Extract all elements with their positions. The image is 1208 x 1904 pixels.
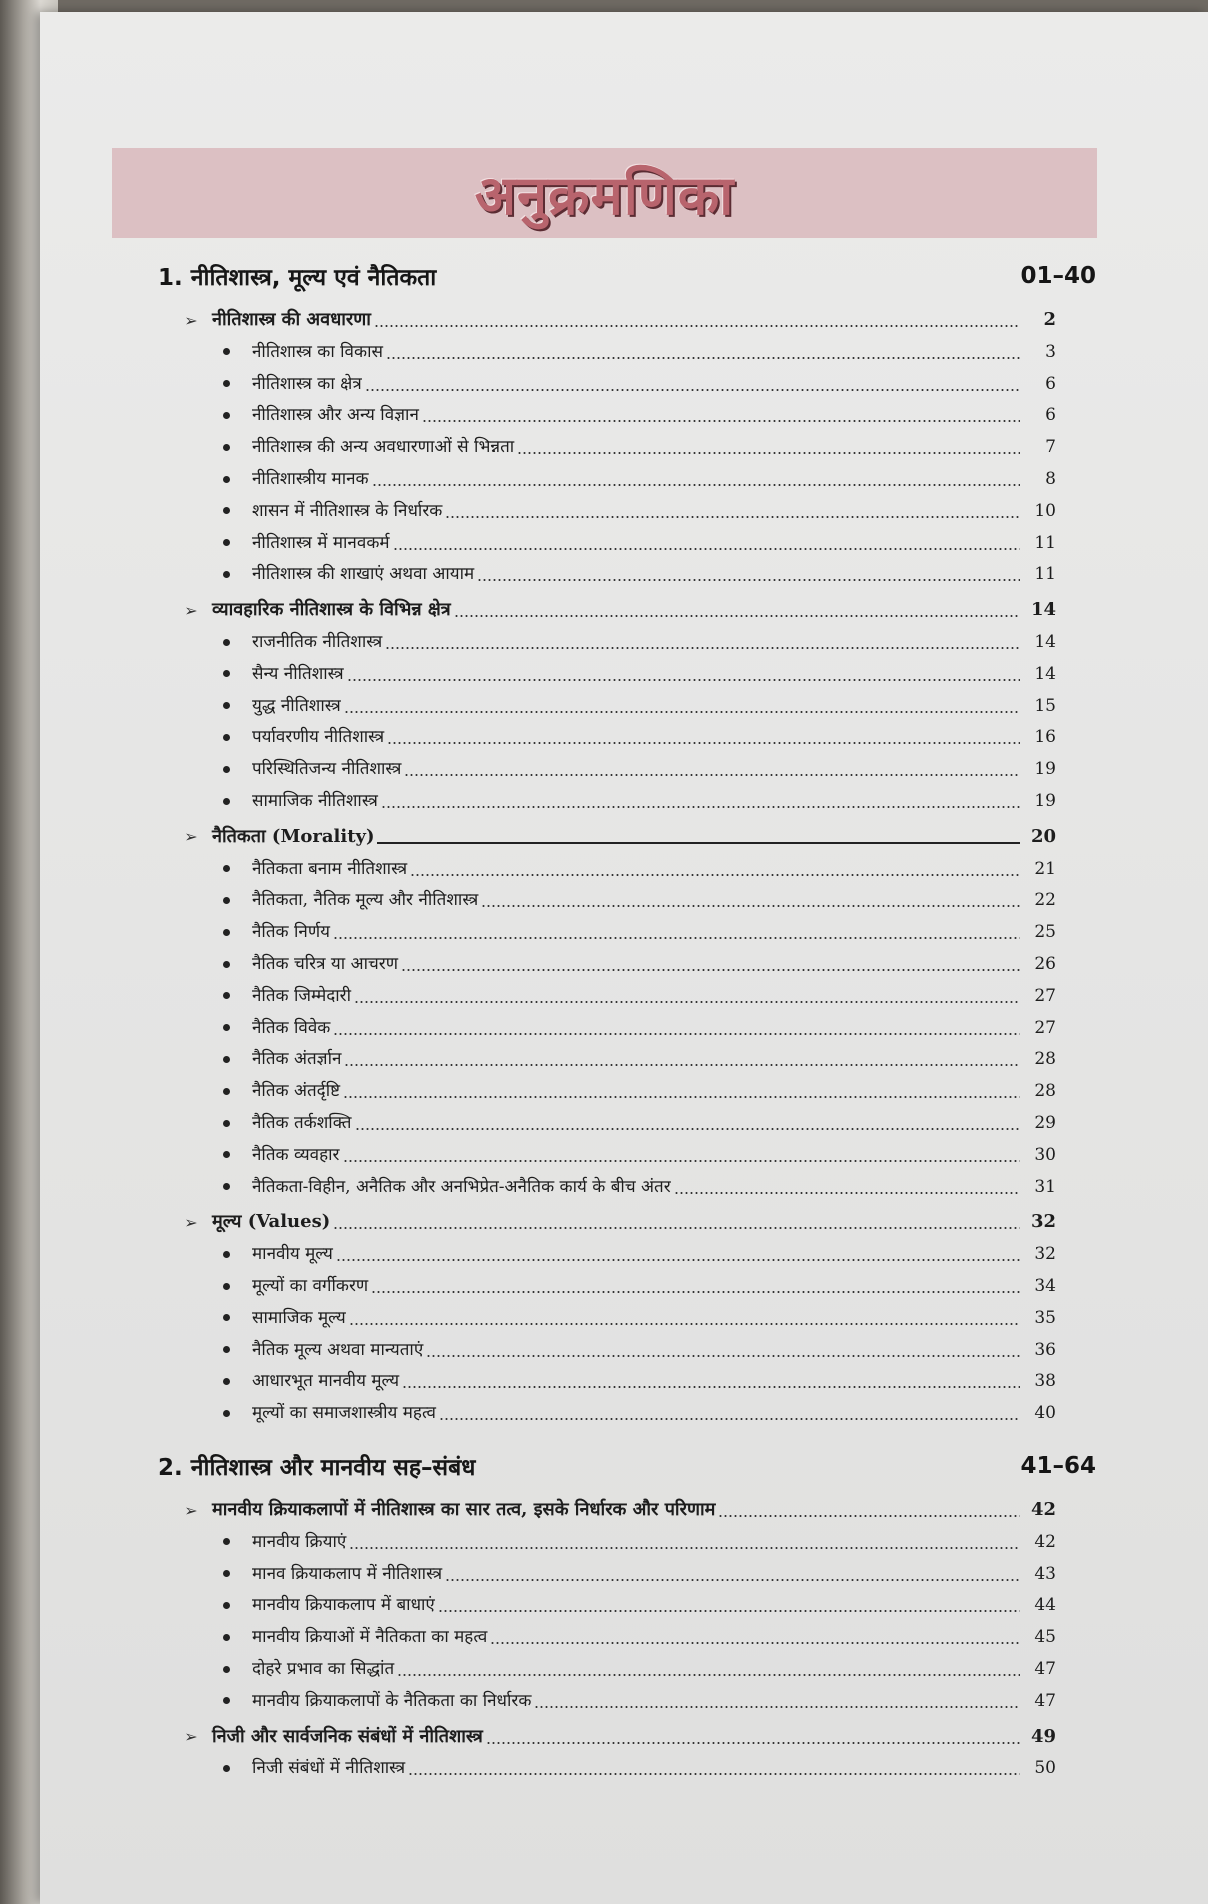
bullet-icon xyxy=(200,1306,252,1330)
bullet-icon xyxy=(200,662,252,686)
bullet-icon xyxy=(200,888,252,912)
bullet-dot xyxy=(223,1765,230,1772)
item-title: मानवीय क्रियाकलाप में बाधाएं xyxy=(252,1595,435,1616)
bullet-dot xyxy=(223,1120,230,1127)
chapter-page-range: 01–40 xyxy=(1020,263,1096,289)
bullet-dot xyxy=(223,766,230,773)
bullet-icon xyxy=(200,467,252,491)
bullet-icon xyxy=(200,1274,252,1298)
dot-leader xyxy=(333,1227,1020,1229)
toc-section-row[interactable] xyxy=(170,1723,1056,1749)
toc-item-row[interactable] xyxy=(200,1045,1056,1071)
item-title: नैतिकता बनाम नीतिशास्त्र xyxy=(252,858,408,879)
dot-leader xyxy=(354,1001,1020,1003)
dot-leader xyxy=(426,1355,1020,1357)
title-banner xyxy=(112,148,1097,238)
bullet-icon xyxy=(200,499,252,523)
page-number: 50 xyxy=(1034,1758,1056,1779)
page-number: 36 xyxy=(1034,1339,1056,1360)
bullet-dot xyxy=(223,1024,230,1031)
item-title: मूल्यों का वर्गीकरण xyxy=(252,1276,369,1296)
bullet-icon xyxy=(200,372,252,396)
bullet-dot xyxy=(223,1251,230,1258)
toc-item-row[interactable] xyxy=(200,529,1056,555)
section-title: मूल्य (Values) xyxy=(212,1211,331,1233)
bullet-dot xyxy=(223,798,230,805)
bullet-dot xyxy=(223,1538,230,1545)
item-title: नैतिक अंतर्दृष्टि xyxy=(252,1081,341,1102)
toc-section-row[interactable] xyxy=(170,1496,1056,1522)
item-title: मानवीय क्रियाएं xyxy=(252,1531,347,1552)
chapter-title: 1. नीतिशास्त्र, मूल्य एवं नैतिकता xyxy=(158,265,437,291)
bullet-icon xyxy=(200,435,252,459)
item-title: आधारभूत मानवीय मूल्य xyxy=(252,1371,400,1392)
dot-leader xyxy=(397,1674,1020,1676)
page-number: 20 xyxy=(1030,825,1056,847)
toc-item-row[interactable] xyxy=(200,723,1056,749)
dot-leader xyxy=(517,452,1020,454)
toc-item-row[interactable] xyxy=(200,1367,1056,1393)
dot-leader xyxy=(674,1192,1020,1194)
bullet-icon xyxy=(200,1689,252,1713)
bullet-icon xyxy=(200,757,252,781)
toc-section-row[interactable] xyxy=(170,823,1056,849)
bullet-dot xyxy=(223,476,230,483)
dot-leader xyxy=(336,1259,1020,1261)
dot-leader xyxy=(343,1160,1021,1162)
page-number: 8 xyxy=(1045,469,1056,489)
bullet-dot xyxy=(223,1346,230,1353)
dot-leader xyxy=(439,1418,1020,1420)
section-title: मानवीय क्रियाकलापों में नीतिशास्त्र का सार तत्व, इसके निर्धारक और परिणाम xyxy=(212,1499,716,1520)
toc-item-row[interactable] xyxy=(200,1687,1056,1713)
dot-leader xyxy=(454,615,1020,617)
page-number: 11 xyxy=(1034,532,1056,553)
toc-item-row[interactable] xyxy=(200,1336,1056,1362)
page-number: 2 xyxy=(1043,309,1056,330)
bullet-dot xyxy=(223,1410,230,1417)
toc-item-row[interactable] xyxy=(200,1623,1056,1649)
arrow-glyph: ➢ xyxy=(184,310,198,330)
toc-item-row[interactable] xyxy=(200,1528,1056,1554)
dot-leader xyxy=(349,1323,1020,1325)
dot-leader xyxy=(371,1291,1020,1293)
bullet-icon xyxy=(200,920,252,944)
item-title: नीतिशास्त्र में मानवकर्म xyxy=(252,532,390,553)
page-number: 42 xyxy=(1034,1531,1056,1552)
dot-leader xyxy=(490,1642,1020,1644)
page-number: 15 xyxy=(1034,695,1056,716)
bullet-icon xyxy=(200,1111,252,1135)
bullet-dot xyxy=(223,571,230,578)
toc-item-row[interactable] xyxy=(200,1591,1056,1617)
item-title: निजी संबंधों में नीतिशास्त्र xyxy=(252,1758,406,1779)
toc-item-row[interactable] xyxy=(200,886,1056,912)
toc-item-row[interactable] xyxy=(200,1173,1056,1199)
item-title: नीतिशास्त्रीय मानक xyxy=(252,469,369,489)
page-number: 14 xyxy=(1034,632,1056,652)
item-title: नैतिक जिम्मेदारी xyxy=(252,985,352,1006)
dot-leader xyxy=(486,1742,1020,1744)
bullet-dot xyxy=(223,734,230,741)
dot-leader xyxy=(381,806,1020,808)
bullet-icon xyxy=(200,1242,252,1266)
toc-item-row[interactable] xyxy=(200,1014,1056,1040)
dot-leader xyxy=(438,1610,1020,1612)
toc-item-row[interactable] xyxy=(200,1655,1056,1681)
toc-item-row[interactable] xyxy=(200,1272,1056,1298)
bullet-icon xyxy=(200,1625,252,1649)
item-title: नैतिक विवेक xyxy=(252,1017,331,1038)
bullet-icon xyxy=(200,531,252,555)
toc-item-row[interactable] xyxy=(200,370,1056,396)
bullet-icon xyxy=(200,1369,252,1393)
page-number: 49 xyxy=(1030,1725,1056,1747)
page-number: 27 xyxy=(1034,1017,1056,1038)
arrow-icon xyxy=(170,1725,212,1749)
dot-leader xyxy=(385,647,1020,649)
toc-item-row[interactable] xyxy=(200,338,1056,364)
arrow-glyph: ➢ xyxy=(184,827,198,847)
toc-item-row[interactable] xyxy=(200,401,1056,427)
toc-item-row[interactable] xyxy=(200,1560,1056,1586)
bullet-dot xyxy=(223,1283,230,1290)
chapter-heading xyxy=(158,1448,1096,1484)
bullet-dot xyxy=(223,1183,230,1190)
arrow-icon xyxy=(170,1210,212,1234)
section-title: नैतिकता (Morality) xyxy=(212,825,375,847)
bullet-dot xyxy=(223,348,230,355)
bullet-dot xyxy=(223,1634,230,1641)
dot-leader xyxy=(344,1064,1020,1066)
bullet-icon xyxy=(200,1047,252,1071)
bullet-dot xyxy=(223,992,230,999)
page-number: 27 xyxy=(1034,985,1056,1006)
bullet-icon xyxy=(200,1175,252,1199)
item-title: मानवीय मूल्य xyxy=(252,1244,333,1265)
page-number: 28 xyxy=(1034,1081,1056,1102)
bullet-dot xyxy=(223,539,230,546)
bullet-dot xyxy=(223,670,230,677)
dot-leader xyxy=(347,679,1020,681)
bullet-icon xyxy=(200,1338,252,1362)
item-title: सामाजिक मूल्य xyxy=(252,1307,346,1328)
item-title: नैतिक मूल्य अथवा मान्यताएं xyxy=(252,1339,424,1360)
section-title: व्यावहारिक नीतिशास्त्र के विभिन्न क्षेत्र xyxy=(212,599,451,621)
item-title: नीतिशास्त्र की अन्य अवधारणाओं से भिन्नता xyxy=(252,437,515,458)
bullet-icon xyxy=(200,857,252,881)
arrow-glyph: ➢ xyxy=(184,1727,198,1747)
bullet-icon xyxy=(200,403,252,427)
toc-item-row[interactable] xyxy=(200,1109,1056,1135)
bullet-icon xyxy=(200,952,252,976)
item-title: नीतिशास्त्र और अन्य विज्ञान xyxy=(252,405,419,426)
item-title: नैतिक निर्णय xyxy=(252,922,330,943)
book-page xyxy=(40,12,1208,1904)
page-number: 11 xyxy=(1034,564,1056,585)
toc-item-row[interactable] xyxy=(200,918,1056,944)
dot-leader xyxy=(481,905,1020,907)
toc-item-row[interactable] xyxy=(200,1240,1056,1266)
item-title: परिस्थितिजन्य नीतिशास्त्र xyxy=(252,759,402,780)
bullet-dot xyxy=(223,929,230,936)
page-number: 30 xyxy=(1034,1144,1056,1165)
page-number: 7 xyxy=(1045,437,1056,458)
toc-section-row[interactable] xyxy=(170,596,1056,622)
item-title: मानव क्रियाकलाप में नीतिशास्त्र xyxy=(252,1563,443,1584)
bullet-dot xyxy=(223,1088,230,1095)
dot-leader xyxy=(387,742,1020,744)
toc-section-row[interactable] xyxy=(170,1208,1056,1234)
dot-leader xyxy=(410,874,1020,876)
page-number: 26 xyxy=(1034,954,1056,974)
bullet-dot xyxy=(223,1602,230,1609)
dot-leader xyxy=(393,548,1020,550)
page-number: 31 xyxy=(1034,1176,1056,1197)
item-title: नैतिकता, नैतिक मूल्य और नीतिशास्त्र xyxy=(252,890,479,911)
arrow-glyph: ➢ xyxy=(184,600,198,620)
arrow-icon xyxy=(170,1498,212,1522)
dot-leader xyxy=(445,1579,1020,1581)
bullet-dot xyxy=(223,1570,230,1577)
page-number: 38 xyxy=(1034,1371,1056,1392)
toc-section-row[interactable] xyxy=(170,306,1056,332)
bullet-dot xyxy=(223,1151,230,1158)
bullet-icon xyxy=(200,789,252,813)
toc-item-row[interactable] xyxy=(200,628,1056,654)
page-number: 32 xyxy=(1030,1211,1056,1233)
toc-item-row[interactable] xyxy=(200,692,1056,718)
page-number: 32 xyxy=(1034,1244,1056,1265)
bullet-icon xyxy=(200,630,252,654)
page-number: 44 xyxy=(1034,1595,1056,1616)
dot-leader xyxy=(422,420,1020,422)
page-number: 14 xyxy=(1030,599,1056,621)
arrow-glyph: ➢ xyxy=(184,1212,198,1232)
item-title: नैतिक तर्कशक्ति xyxy=(252,1113,352,1133)
dot-leader xyxy=(386,357,1020,359)
page-number: 16 xyxy=(1034,727,1056,748)
bullet-icon xyxy=(200,562,252,586)
arrow-icon xyxy=(170,825,212,849)
dot-leader xyxy=(333,1033,1020,1035)
page-number: 21 xyxy=(1034,858,1056,879)
bullet-icon xyxy=(200,725,252,749)
item-title: पर्यावरणीय नीतिशास्त्र xyxy=(252,727,385,748)
page-number: 35 xyxy=(1034,1307,1056,1328)
bullet-icon xyxy=(200,694,252,718)
page-number: 29 xyxy=(1034,1113,1056,1133)
item-title: नीतिशास्त्र का क्षेत्र xyxy=(252,373,362,394)
item-title: नीतिशास्त्र का विकास xyxy=(252,341,383,362)
toc-item-row[interactable] xyxy=(200,1754,1056,1780)
item-title: सैन्य नीतिशास्त्र xyxy=(252,663,344,684)
dot-leader xyxy=(408,1773,1020,1775)
arrow-icon xyxy=(170,308,212,332)
toc-item-row[interactable] xyxy=(200,787,1056,813)
dot-leader xyxy=(365,389,1020,391)
page-number: 6 xyxy=(1045,373,1056,394)
item-title: मूल्यों का समाजशास्त्रीय महत्व xyxy=(252,1403,436,1424)
page-number: 6 xyxy=(1045,405,1056,426)
bullet-dot xyxy=(223,702,230,709)
bullet-icon xyxy=(200,340,252,364)
toc-item-row[interactable] xyxy=(200,855,1056,881)
item-title: दोहरे प्रभाव का सिद्धांत xyxy=(252,1659,395,1679)
bullet-icon xyxy=(200,984,252,1008)
bullet-dot xyxy=(223,1314,230,1321)
toc-item-row[interactable] xyxy=(200,660,1056,686)
bullet-icon xyxy=(200,1401,252,1425)
item-title: नैतिक अंतर्ज्ञान xyxy=(252,1049,342,1070)
dot-leader xyxy=(333,937,1020,939)
arrow-icon xyxy=(170,598,212,622)
bullet-icon xyxy=(200,1079,252,1103)
bullet-dot xyxy=(223,1697,230,1704)
dot-leader xyxy=(372,484,1020,486)
item-title: राजनीतिक नीतिशास्त्र xyxy=(252,632,383,652)
dot-leader xyxy=(402,1386,1020,1388)
item-title: नैतिकता-विहीन, अनैतिक और अनभिप्रेत-अनैतिक कार्य के बीच अंतर xyxy=(252,1176,671,1197)
bullet-dot xyxy=(223,1378,230,1385)
bullet-dot xyxy=(223,412,230,419)
bullet-dot xyxy=(223,865,230,872)
toc-item-row[interactable] xyxy=(200,560,1056,586)
toc-item-row[interactable] xyxy=(200,1077,1056,1103)
bullet-dot xyxy=(223,639,230,646)
bullet-icon xyxy=(200,1593,252,1617)
bullet-icon xyxy=(200,1562,252,1586)
page-number: 22 xyxy=(1034,890,1056,911)
page-number: 43 xyxy=(1034,1563,1056,1584)
toc-item-row[interactable] xyxy=(200,1304,1056,1330)
toc-item-row[interactable] xyxy=(200,497,1056,523)
page-number: 25 xyxy=(1034,922,1056,943)
page-number: 19 xyxy=(1034,791,1056,811)
dot-leader xyxy=(355,1128,1021,1130)
item-title: मानवीय क्रियाकलापों के नैतिकता का निर्धारक xyxy=(252,1690,532,1711)
page-number: 40 xyxy=(1034,1403,1056,1424)
page-number: 34 xyxy=(1034,1276,1056,1296)
dot-leader xyxy=(477,579,1020,581)
dot-leader xyxy=(401,969,1020,971)
toc-item-row[interactable] xyxy=(200,1399,1056,1425)
bullet-icon xyxy=(200,1143,252,1167)
page-number: 19 xyxy=(1034,759,1056,780)
toc-item-row[interactable] xyxy=(200,950,1056,976)
page-title: अनुक्रमणिका xyxy=(474,164,735,227)
page-number: 42 xyxy=(1030,1499,1056,1520)
page-number: 3 xyxy=(1045,341,1056,362)
page-number: 14 xyxy=(1034,663,1056,684)
dot-leader xyxy=(377,842,1020,844)
dot-leader xyxy=(445,516,1020,518)
chapter-heading xyxy=(158,258,1096,294)
page-number: 47 xyxy=(1034,1690,1056,1711)
chapter-page-range: 41–64 xyxy=(1020,1453,1096,1479)
item-title: नैतिक व्यवहार xyxy=(252,1144,340,1165)
dot-leader xyxy=(349,1547,1020,1549)
dot-leader xyxy=(718,1515,1020,1517)
dot-leader xyxy=(534,1706,1020,1708)
item-title: युद्ध नीतिशास्त्र xyxy=(252,695,341,716)
chapter-title: 2. नीतिशास्त्र और मानवीय सह–संबंध xyxy=(158,1455,476,1481)
bullet-icon xyxy=(200,1657,252,1681)
toc-item-row[interactable] xyxy=(200,465,1056,491)
bullet-icon xyxy=(200,1756,252,1780)
item-title: नीतिशास्त्र की शाखाएं अथवा आयाम xyxy=(252,564,475,585)
toc-item-row[interactable] xyxy=(200,433,1056,459)
dot-leader xyxy=(404,774,1020,776)
section-title: निजी और सार्वजनिक संबंधों में नीतिशास्त्र xyxy=(212,1725,483,1747)
item-title: सामाजिक नीतिशास्त्र xyxy=(252,791,378,811)
bullet-dot xyxy=(223,1056,230,1063)
item-title: शासन में नीतिशास्त्र के निर्धारक xyxy=(252,500,443,521)
page-number: 45 xyxy=(1034,1627,1056,1648)
toc-item-row[interactable] xyxy=(200,755,1056,781)
bullet-dot xyxy=(223,380,230,387)
toc-item-row[interactable] xyxy=(200,1141,1056,1167)
bullet-icon xyxy=(200,1530,252,1554)
section-title: नीतिशास्त्र की अवधारणा xyxy=(212,309,371,330)
toc-item-row[interactable] xyxy=(200,982,1056,1008)
bullet-icon xyxy=(200,1016,252,1040)
bullet-dot xyxy=(223,507,230,514)
bullet-dot xyxy=(223,1666,230,1673)
bullet-dot xyxy=(223,444,230,451)
page-number: 10 xyxy=(1034,500,1056,521)
bullet-dot xyxy=(223,897,230,904)
arrow-glyph: ➢ xyxy=(184,1500,198,1520)
bullet-dot xyxy=(223,961,230,968)
dot-leader xyxy=(343,1096,1020,1098)
dot-leader xyxy=(344,711,1020,713)
page-number: 28 xyxy=(1034,1049,1056,1070)
item-title: नैतिक चरित्र या आचरण xyxy=(252,954,399,974)
dot-leader xyxy=(374,325,1020,327)
page-number: 47 xyxy=(1034,1659,1056,1679)
item-title: मानवीय क्रियाओं में नैतिकता का महत्व xyxy=(252,1627,488,1648)
